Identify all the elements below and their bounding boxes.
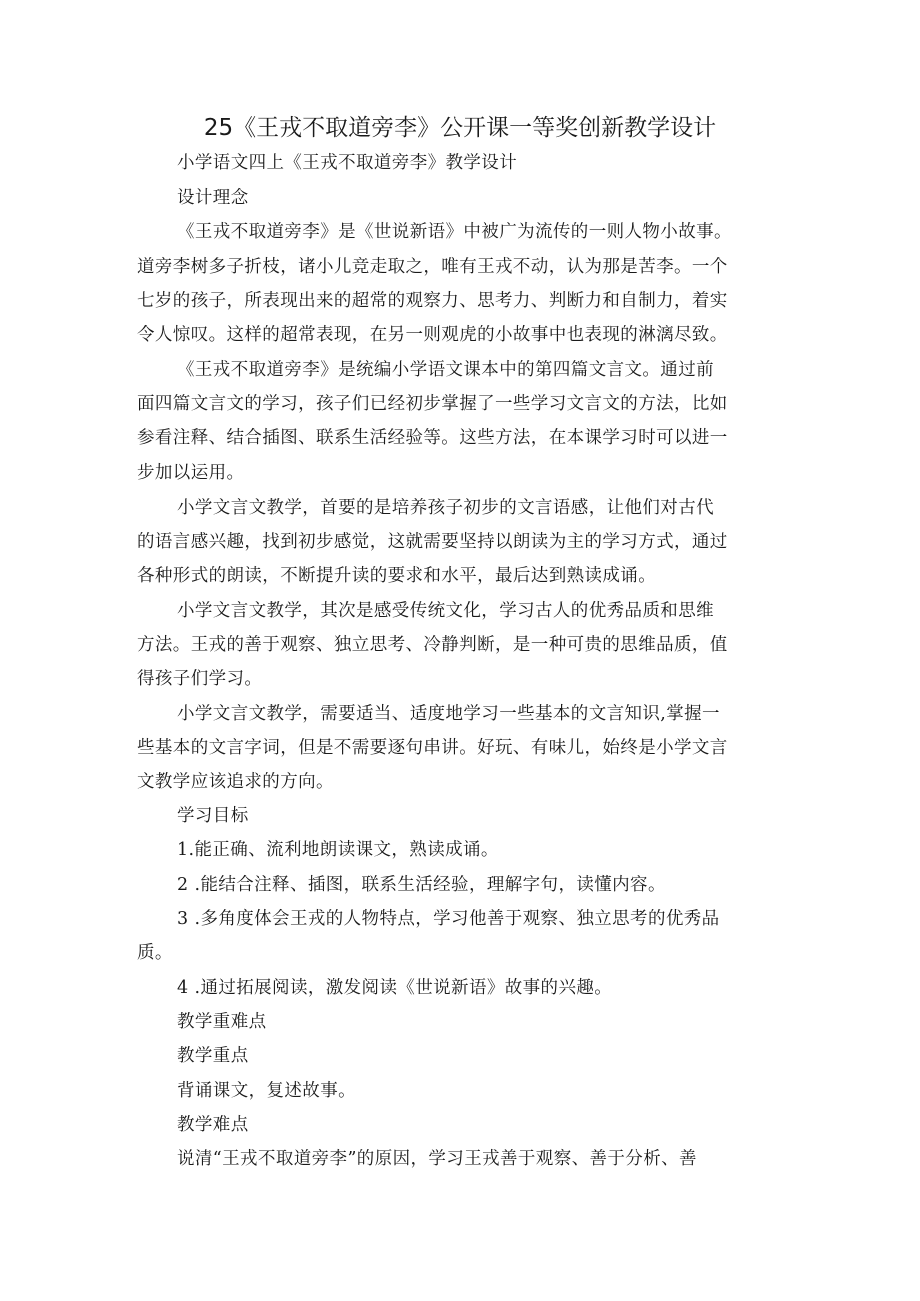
goal-item: 3 .多角度体会王戎的人物特点，学习他善于观察、独立思考的优秀品: [177, 909, 720, 929]
paragraph-line: 得孩子们学习。: [137, 669, 263, 689]
paragraph-line: 的语言感兴趣，找到初步感觉，这就需要坚持以朗读为主的学习方式，通过: [137, 532, 728, 552]
heading-design-concept: 设计理念: [177, 188, 249, 208]
document-subtitle: 小学语文四上《王戎不取道旁李》教学设计: [177, 153, 518, 173]
paragraph-line: 小学文言文教学，首要的是培养孩子初步的文言语感，让他们对古代: [177, 498, 714, 518]
paragraph-line: 面四篇文言文的学习，孩子们已经初步掌握了一些学习文言文的方法，比如: [137, 394, 728, 414]
document-title: 25《王戎不取道旁李》公开课一等奖创新教学设计: [203, 115, 717, 141]
heading-key-points: 教学重难点: [177, 1012, 267, 1032]
paragraph-line: 七岁的孩子，所表现出来的超常的观察力、思考力、判断力和自制力，着实: [137, 291, 728, 311]
focus-text: 背诵课文，复述故事。: [177, 1081, 356, 1101]
goal-item-continued: 质。: [137, 943, 173, 963]
paragraph-line: 方法。王戎的善于观察、独立思考、冷静判断，是一种可贵的思维品质，值: [137, 635, 728, 655]
heading-teaching-focus: 教学重点: [177, 1046, 249, 1066]
paragraph-line: 些基本的文言字词，但是不需要逐句串讲。好玩、有味儿，始终是小学文言: [137, 738, 728, 758]
goal-item: 2 .能结合注释、插图，联系生活经验，理解字句，读懂内容。: [177, 875, 666, 895]
paragraph-line: 步加以运用。: [137, 463, 245, 483]
heading-teaching-difficulty: 教学难点: [177, 1115, 249, 1135]
paragraph-line: 《王戎不取道旁李》是《世说新语》中被广为流传的一则人物小故事。: [177, 222, 732, 242]
paragraph-line: 小学文言文教学，需要适当、适度地学习一些基本的文言知识,掌握一: [177, 704, 720, 724]
difficulty-text: 说清“王戎不取道旁李”的原因，学习王戎善于观察、善于分析、善: [177, 1149, 697, 1169]
goal-item: 4 .通过拓展阅读，激发阅读《世说新语》故事的兴趣。: [177, 978, 613, 998]
paragraph-line: 令人惊叹。这样的超常表现，在另一则观虎的小故事中也表现的淋漓尽致。: [137, 325, 728, 345]
paragraph-line: 小学文言文教学，其次是感受传统文化，学习古人的优秀品质和思维: [177, 601, 714, 621]
paragraph-line: 道旁李树多子折枝，诸小儿竞走取之，唯有王戎不动，认为那是苦李。一个: [137, 257, 728, 277]
paragraph-line: 《王戎不取道旁李》是统编小学语文课本中的第四篇文言文。通过前: [177, 360, 714, 380]
paragraph-line: 参看注释、结合插图、联系生活经验等。这些方法，在本课学习时可以进一: [137, 428, 728, 448]
goal-item: 1.能正确、流利地朗读课文，熟读成诵。: [177, 840, 499, 860]
heading-learning-goals: 学习目标: [177, 806, 249, 826]
paragraph-line: 文教学应该追求的方向。: [137, 772, 334, 792]
paragraph-line: 各种形式的朗读，不断提升读的要求和水平，最后达到熟读成诵。: [137, 566, 657, 586]
